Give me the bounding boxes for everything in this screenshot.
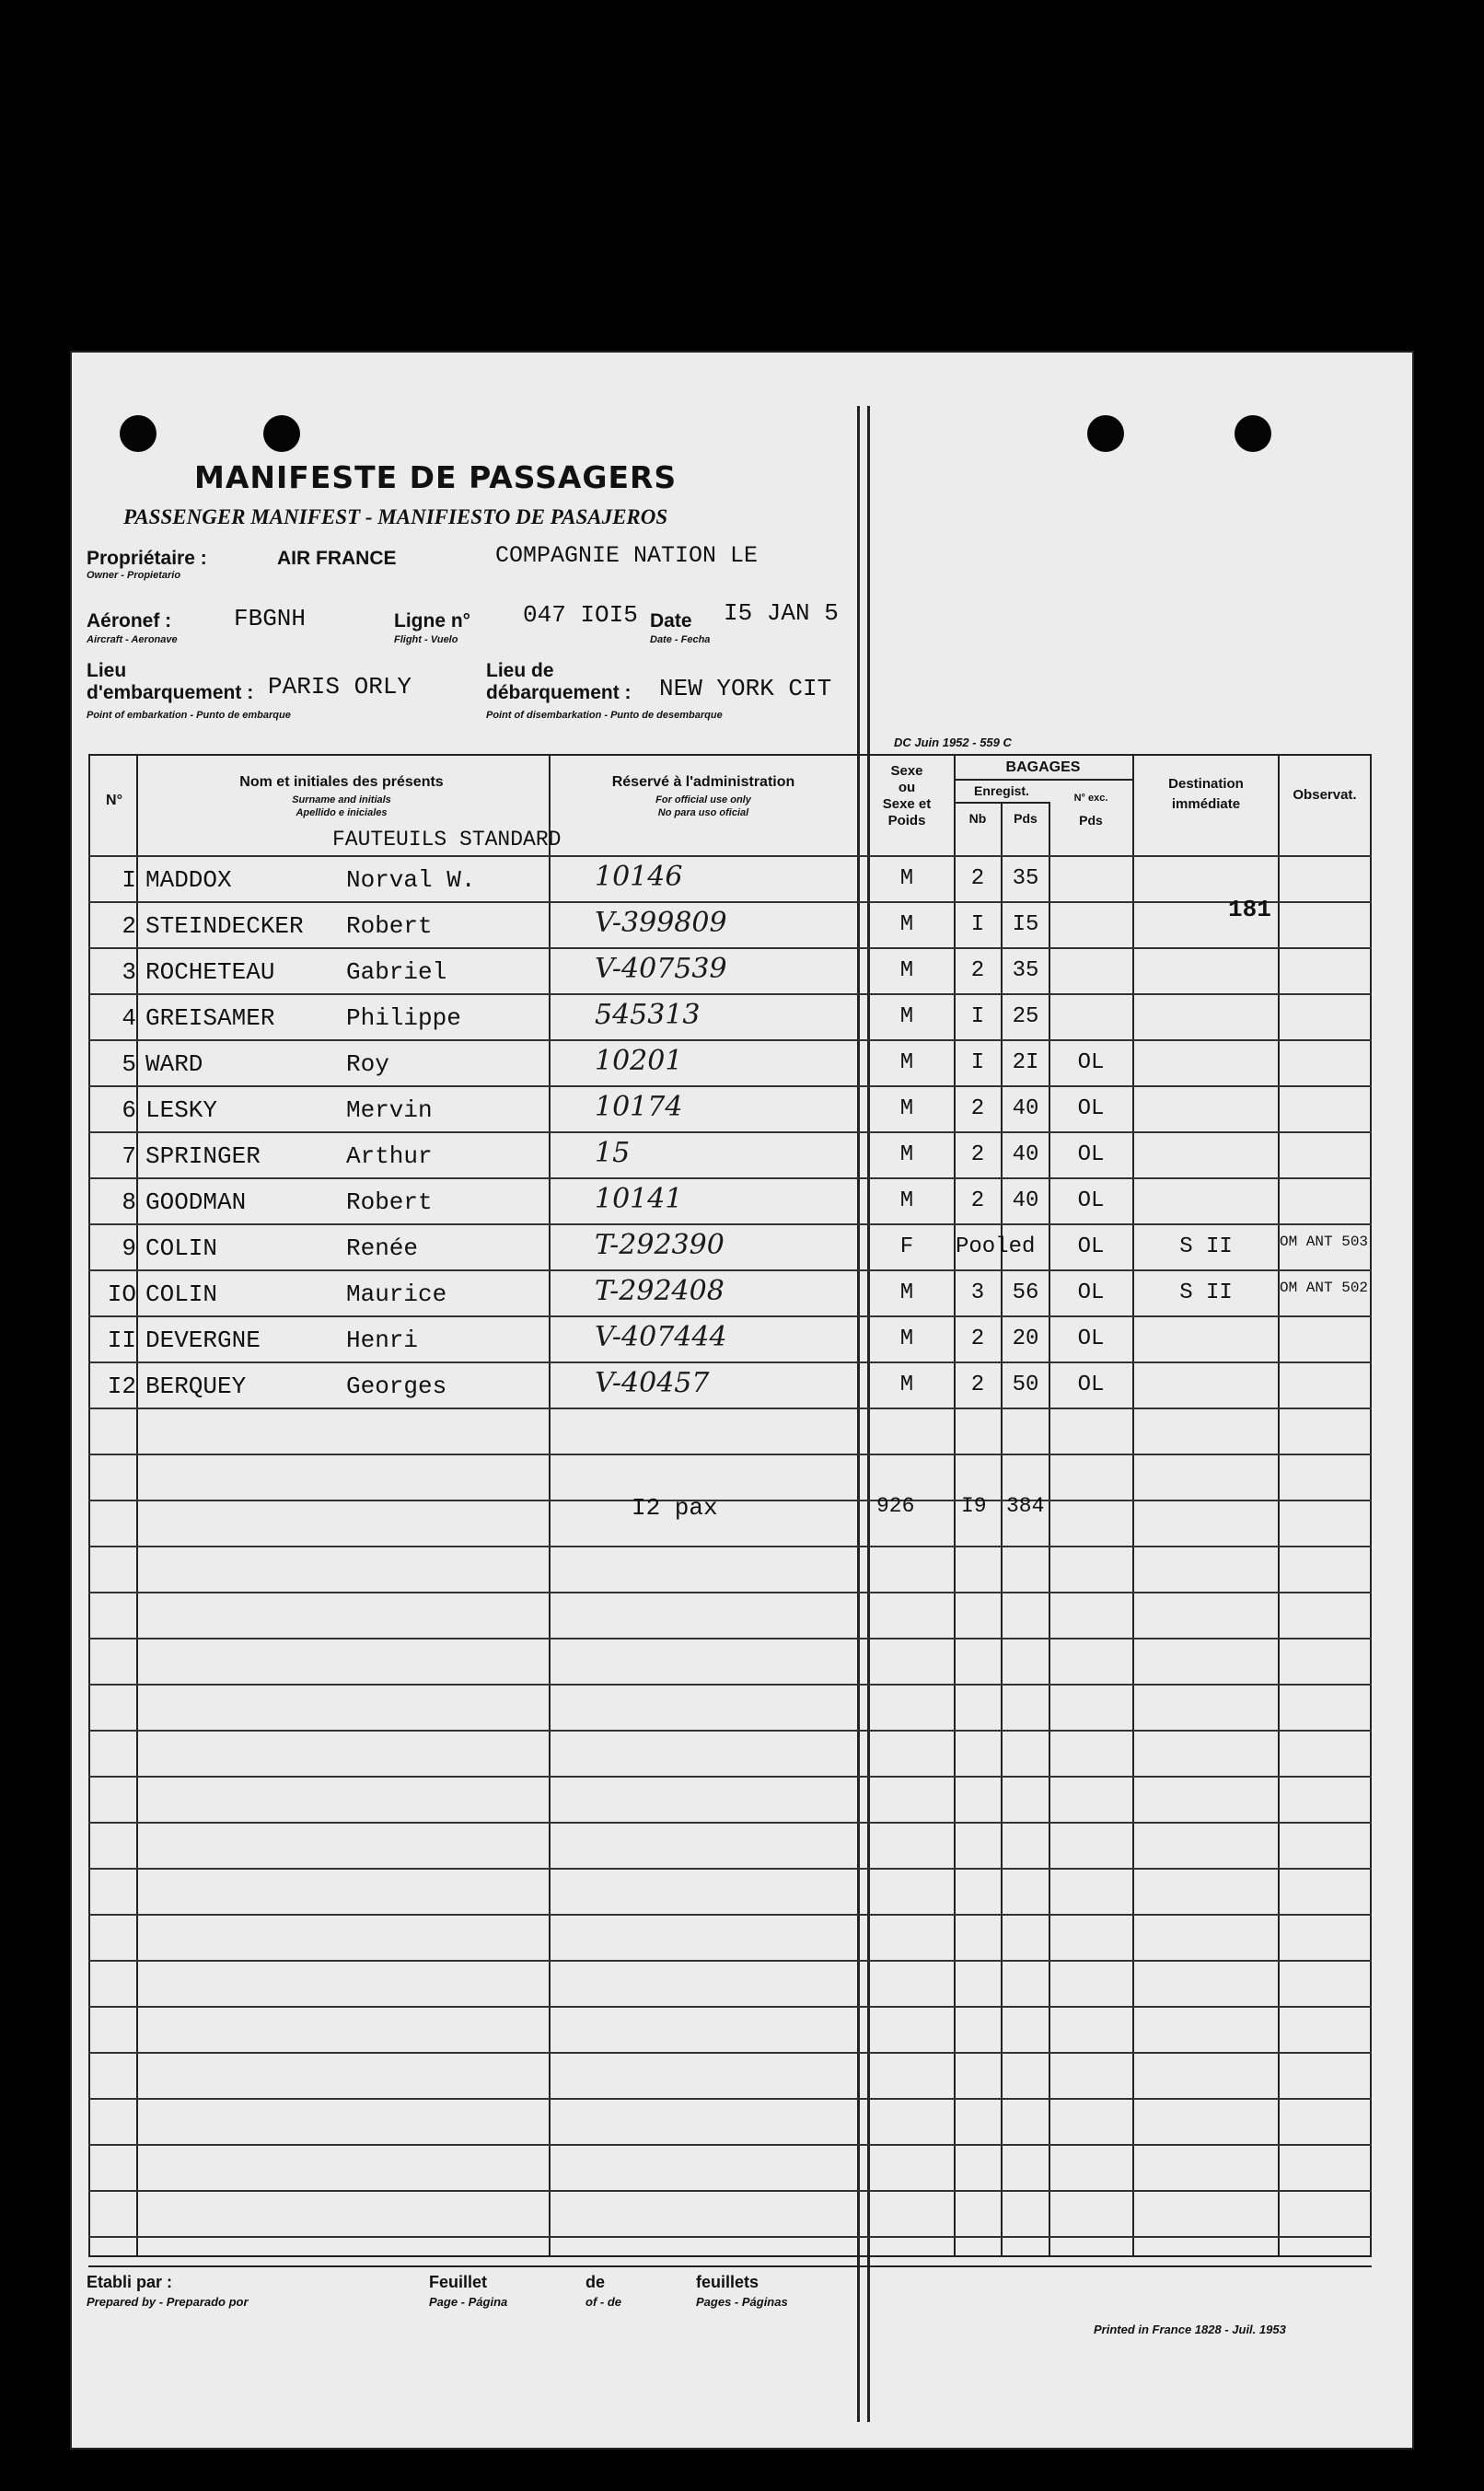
row-rule	[88, 2144, 1372, 2146]
sheet-label: Feuillet	[429, 2273, 488, 2291]
passenger-surname: MADDOX	[145, 866, 232, 894]
row-rule	[88, 2006, 1372, 2008]
row-rule	[88, 2236, 1372, 2238]
passenger-sex: M	[899, 1050, 914, 1075]
bags-count: 2	[970, 1327, 985, 1351]
of-sub: of - de	[585, 2295, 621, 2309]
observation: OM ANT 502	[1280, 1280, 1369, 1295]
row-rule	[88, 1500, 1372, 1501]
form-reference: DC Juin 1952 - 559 C	[894, 736, 1012, 749]
manifest-subtitle: PASSENGER MANIFEST - MANIFIESTO DE PASAJEROS	[123, 505, 668, 528]
passenger-surname: COLIN	[145, 1280, 218, 1308]
row-rule	[88, 1914, 1372, 1916]
disembark-value: NEW YORK CIT	[659, 675, 832, 702]
bags-count: I	[970, 1004, 985, 1029]
bags-weight: 25	[1012, 1004, 1039, 1029]
total-nb: I9	[961, 1494, 987, 1518]
passenger-surname: BERQUEY	[145, 1373, 247, 1400]
destination: S II	[1179, 1280, 1233, 1305]
aircraft-label: Aéronef :	[87, 610, 172, 631]
sheet-sub: Page - Página	[429, 2295, 508, 2309]
excess-baggage: OL	[1077, 1142, 1105, 1167]
passenger-no: 4	[122, 1004, 136, 1032]
passenger-admin-number: 545313	[595, 999, 701, 1031]
punch-hole	[1235, 415, 1271, 452]
section-label: FAUTEUILS STANDARD	[332, 828, 562, 852]
bags-weight: 2I	[1012, 1050, 1039, 1075]
excess-baggage: OL	[1077, 1373, 1105, 1397]
col-header-name-sub2: Apellido e iniciales	[296, 807, 388, 818]
row-rule	[88, 1730, 1372, 1732]
footer-divider	[88, 2265, 1372, 2267]
passenger-first-name: Mervin	[346, 1096, 433, 1124]
bags-weight: 40	[1012, 1142, 1039, 1167]
passenger-sex: M	[899, 1280, 914, 1305]
owner-sub: Owner - Propietario	[87, 570, 181, 581]
row-rule	[88, 1546, 1372, 1547]
printed-note: Printed in France 1828 - Juil. 1953	[1094, 2323, 1286, 2336]
row-rule	[88, 1638, 1372, 1639]
date-label: Date	[650, 610, 692, 631]
passenger-sex: M	[899, 958, 914, 983]
passenger-admin-number: V-407539	[595, 953, 727, 985]
row-rule	[88, 1868, 1372, 1870]
table-row	[70, 1321, 1414, 1373]
excess-baggage: OL	[1077, 1234, 1105, 1259]
passenger-no: 3	[122, 958, 136, 986]
embark-label-2: d'embarquement :	[87, 682, 254, 703]
passenger-surname: STEINDECKER	[145, 912, 304, 940]
enregist-divider	[954, 802, 1049, 804]
of-label: de	[585, 2273, 606, 2291]
passenger-first-name: Arthur	[346, 1142, 433, 1170]
passenger-sex: M	[899, 1327, 914, 1351]
col-header-sex: Sexe ou Sexe et Poids	[882, 763, 932, 828]
col-header-nexc: N° exc.	[1073, 793, 1108, 804]
prepared-by-sub: Prepared by - Preparado por	[87, 2295, 249, 2309]
total-weight: 926	[876, 1494, 915, 1518]
punch-hole	[263, 415, 300, 452]
passenger-surname: GREISAMER	[145, 1004, 275, 1032]
punch-hole	[120, 415, 157, 452]
passenger-first-name: Roy	[346, 1050, 389, 1078]
table-row	[70, 1275, 1414, 1327]
row-rule	[88, 2190, 1372, 2192]
disembark-sub: Point of disembarkation - Punto de desembarque	[486, 710, 723, 721]
passenger-surname: SPRINGER	[145, 1142, 261, 1170]
passenger-first-name: Henri	[346, 1327, 419, 1354]
col-header-destination: Destination immédiate	[1168, 776, 1244, 812]
passenger-no: 7	[122, 1142, 136, 1170]
manifest-title: MANIFESTE DE PASSAGERS	[194, 459, 678, 495]
passenger-first-name: Maurice	[346, 1280, 447, 1308]
bagages-divider	[954, 779, 1132, 781]
col-header-nb: Nb	[968, 811, 987, 826]
manifest-sheet	[70, 351, 1414, 2450]
row-rule	[88, 1776, 1372, 1778]
passenger-sex: M	[899, 1004, 914, 1029]
bags-weight: 35	[1012, 866, 1039, 891]
annotation-181: 181	[1228, 896, 1271, 923]
excess-baggage: OL	[1077, 1280, 1105, 1305]
passenger-no: I	[122, 866, 136, 894]
excess-baggage: OL	[1077, 1188, 1105, 1213]
embark-sub: Point of embarkation - Punto de embarque	[87, 710, 291, 721]
row-rule	[88, 1960, 1372, 1962]
disembark-label: Lieu de	[486, 660, 554, 681]
line-label: Ligne n°	[394, 610, 471, 631]
total-pax: I2 pax	[632, 1494, 718, 1522]
passenger-no: 5	[122, 1050, 136, 1078]
passenger-sex: M	[899, 1096, 914, 1121]
passenger-surname: WARD	[145, 1050, 203, 1078]
bags-count: 3	[970, 1280, 985, 1305]
passenger-first-name: Robert	[346, 1188, 433, 1216]
passenger-sex: M	[899, 866, 914, 891]
bags-count: I	[970, 1050, 985, 1075]
sheets-sub: Pages - Páginas	[696, 2295, 788, 2309]
line-value: 047 IOI5	[523, 601, 638, 629]
passenger-first-name: Norval W.	[346, 866, 476, 894]
passenger-admin-number: V-399809	[595, 907, 727, 939]
col-header-pds2: Pds	[1079, 813, 1103, 828]
table-row	[70, 1367, 1414, 1419]
col-header-pds: Pds	[1014, 811, 1038, 826]
passenger-admin-number: V-407444	[595, 1321, 727, 1353]
owner-label: Propriétaire :	[87, 548, 207, 569]
table-row	[70, 1091, 1414, 1142]
embark-value: PARIS ORLY	[268, 673, 412, 701]
passenger-admin-number: V-40457	[595, 1367, 710, 1399]
passenger-no: 9	[122, 1234, 136, 1262]
passenger-admin-number: 10141	[595, 1183, 683, 1215]
passenger-no: IO	[107, 1280, 136, 1308]
passenger-admin-number: 10201	[595, 1045, 683, 1077]
row-rule	[88, 1684, 1372, 1686]
col-header-enregist: Enregist.	[974, 783, 1029, 798]
aircraft-sub: Aircraft - Aeronave	[87, 634, 178, 645]
bags-weight: 40	[1012, 1188, 1039, 1213]
col-header-observations: Observat.	[1293, 787, 1357, 803]
row-rule	[88, 855, 1372, 857]
bags-weight: 56	[1012, 1280, 1039, 1305]
table-row	[70, 1229, 1414, 1280]
destination: S II	[1179, 1234, 1233, 1259]
passenger-first-name: Gabriel	[346, 958, 447, 986]
row-rule	[88, 2098, 1372, 2100]
bags-count: 2	[970, 1188, 985, 1213]
bags-count: Pooled	[956, 1234, 1036, 1259]
passenger-no: I2	[107, 1373, 136, 1400]
bags-weight: 20	[1012, 1327, 1039, 1351]
passenger-surname: ROCHETEAU	[145, 958, 275, 986]
passenger-admin-number: 10174	[595, 1091, 683, 1123]
owner-typed: COMPAGNIE NATION LE	[495, 542, 759, 569]
total-pds: 384	[1006, 1494, 1045, 1518]
bags-count: 2	[970, 866, 985, 891]
col-header-name: Nom et initiales des présents	[239, 774, 444, 790]
passenger-sex: M	[899, 1188, 914, 1213]
passenger-surname: GOODMAN	[145, 1188, 247, 1216]
passenger-no: 2	[122, 912, 136, 940]
passenger-no: 8	[122, 1188, 136, 1216]
observation: OM ANT 503	[1280, 1234, 1369, 1249]
passenger-first-name: Robert	[346, 912, 433, 940]
table-row	[70, 999, 1414, 1050]
passenger-admin-number: 15	[595, 1137, 631, 1169]
passenger-admin-number: T-292408	[595, 1275, 725, 1307]
table-row	[70, 1137, 1414, 1188]
excess-baggage: OL	[1077, 1050, 1105, 1075]
line-sub: Flight - Vuelo	[394, 634, 458, 645]
passenger-surname: COLIN	[145, 1234, 218, 1262]
bags-count: 2	[970, 1373, 985, 1397]
date-sub: Date - Fecha	[650, 634, 711, 645]
passenger-admin-number: T-292390	[595, 1229, 725, 1261]
bags-count: 2	[970, 1142, 985, 1167]
table-row	[70, 1045, 1414, 1096]
row-rule	[88, 1822, 1372, 1824]
table-row	[70, 1183, 1414, 1234]
passenger-admin-number: 10146	[595, 861, 683, 893]
row-rule	[88, 1454, 1372, 1455]
passenger-first-name: Philippe	[346, 1004, 461, 1032]
passenger-no: 6	[122, 1096, 136, 1124]
passenger-surname: DEVERGNE	[145, 1327, 261, 1354]
passenger-sex: M	[899, 1373, 914, 1397]
passenger-sex: M	[899, 1142, 914, 1167]
col-header-no: N°	[106, 793, 122, 808]
excess-baggage: OL	[1077, 1096, 1105, 1121]
table-row	[70, 861, 1414, 912]
prepared-by-label: Etabli par :	[87, 2273, 173, 2291]
col-header-admin-sub2: No para uso oficial	[657, 807, 749, 818]
disembark-label-2: débarquement :	[486, 682, 632, 703]
passenger-sex: M	[899, 912, 914, 937]
bags-count: I	[970, 912, 985, 937]
table-row	[70, 953, 1414, 1004]
col-header-admin-sub: For official use only	[655, 794, 751, 805]
passenger-sex: F	[899, 1234, 914, 1259]
date-value: I5 JAN 5	[724, 599, 839, 627]
passenger-first-name: Georges	[346, 1373, 447, 1400]
bags-count: 2	[970, 958, 985, 983]
col-header-name-sub: Surname and initials	[292, 794, 391, 805]
bags-weight: 35	[1012, 958, 1039, 983]
bags-weight: 50	[1012, 1373, 1039, 1397]
bags-weight: 40	[1012, 1096, 1039, 1121]
excess-baggage: OL	[1077, 1327, 1105, 1351]
col-header-bagages: BAGAGES	[1005, 759, 1081, 775]
passenger-no: II	[107, 1327, 136, 1354]
aircraft-value: FBGNH	[234, 605, 307, 632]
owner-value: AIR FRANCE	[277, 548, 397, 569]
bags-count: 2	[970, 1096, 985, 1121]
passenger-surname: LESKY	[145, 1096, 218, 1124]
sheets-label: feuillets	[696, 2273, 759, 2291]
bags-weight: I5	[1012, 912, 1039, 937]
row-rule	[88, 2052, 1372, 2054]
embark-label: Lieu	[87, 660, 127, 681]
row-rule	[88, 1592, 1372, 1593]
punch-hole	[1087, 415, 1124, 452]
passenger-first-name: Renée	[346, 1234, 419, 1262]
col-header-admin: Réservé à l'administration	[611, 774, 795, 790]
